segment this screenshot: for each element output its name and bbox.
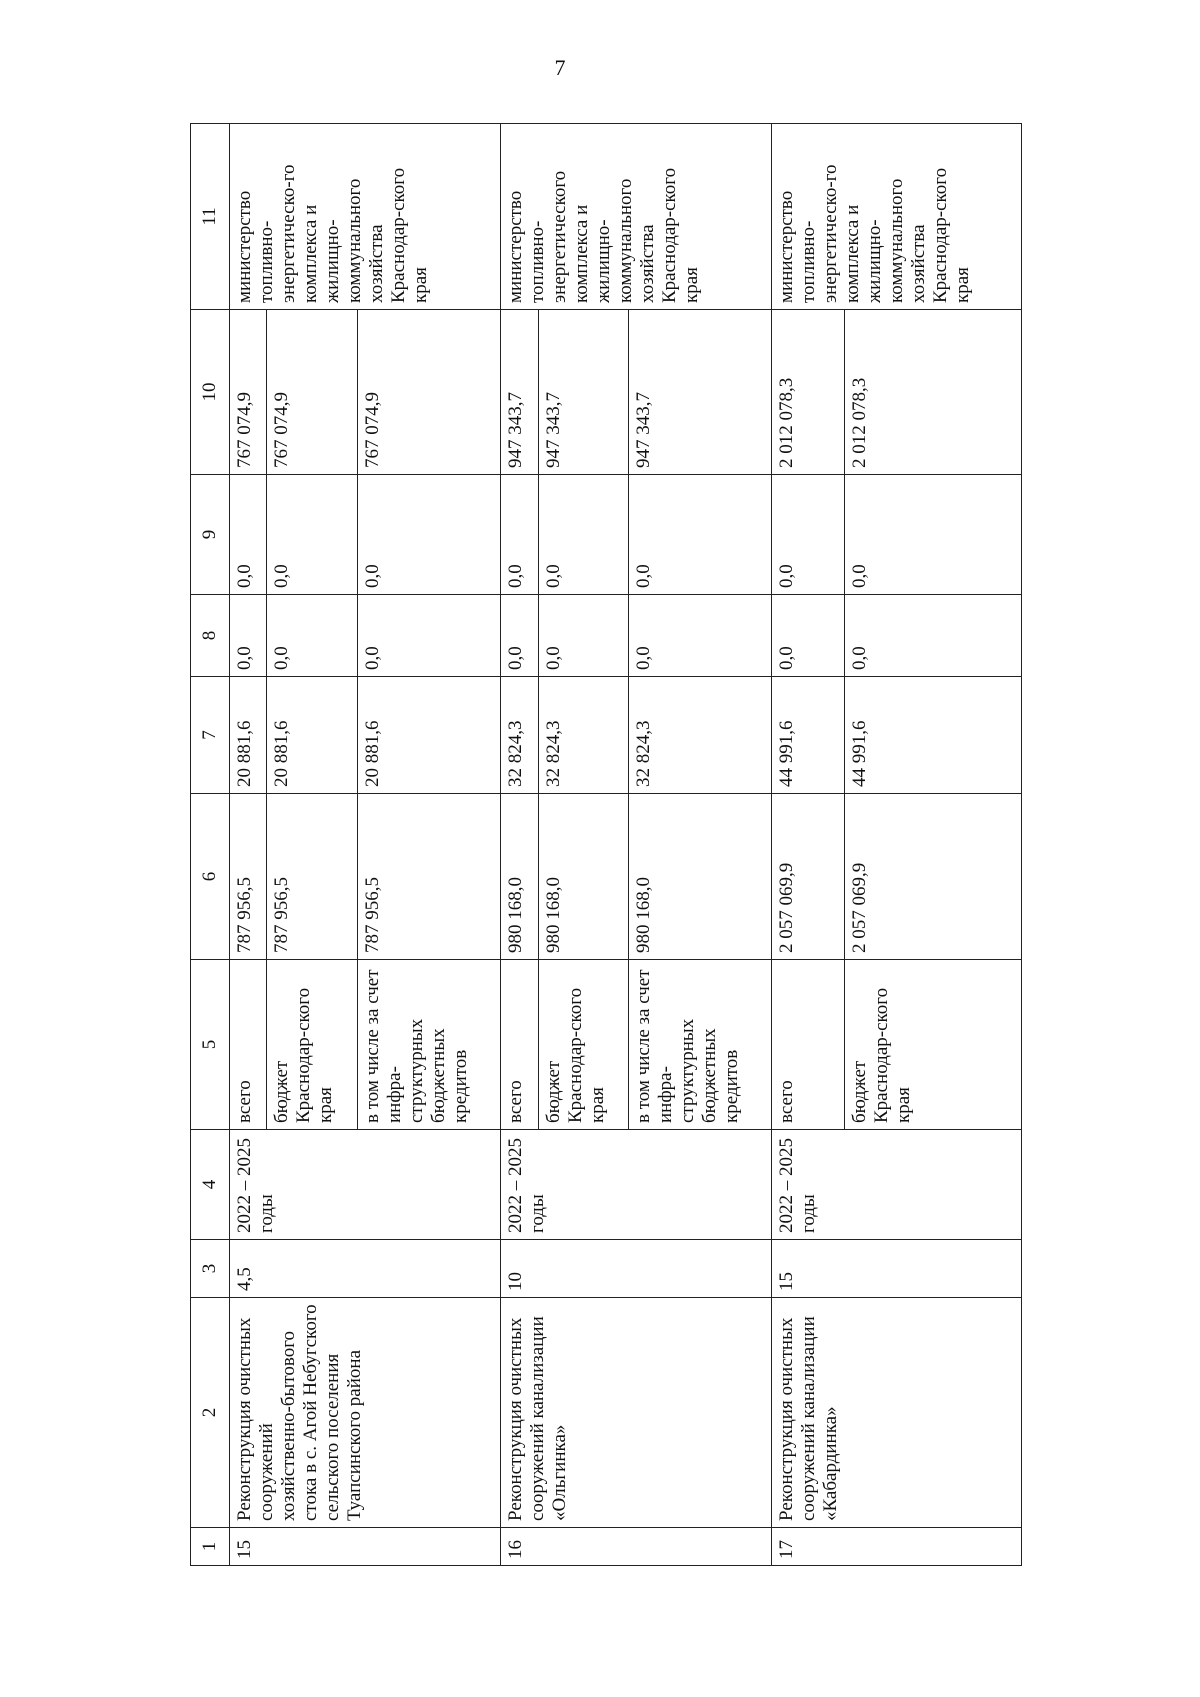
value-col8: 0,0 (501, 595, 538, 677)
object-name: Реконструкция очистных сооружений канализации «Кабардинка» (772, 1298, 1022, 1528)
header-col-5: 5 (191, 960, 230, 1130)
value-col8: 0,0 (628, 595, 771, 677)
value-col8: 0,0 (267, 595, 357, 677)
responsible-agency: министерство топливно-энергетическо-го комплекса и жилищно-коммунального хозяйства Краснодар-ского края (772, 124, 1022, 310)
period: 2022 – 2025 годы (772, 1130, 1022, 1240)
funding-source: в том числе за счет инфра-структурных бюджетных кредитов (628, 960, 771, 1130)
capacity: 15 (772, 1240, 1022, 1298)
value-total: 787 956,5 (357, 794, 500, 960)
value-col9: 0,0 (845, 475, 1022, 595)
funding-source: в том числе за счет инфра-структурных бюджетных кредитов (357, 960, 500, 1130)
header-row (191, 124, 230, 1566)
value-col8: 0,0 (538, 595, 628, 677)
value-total: 2 057 069,9 (845, 794, 1022, 960)
program-table (190, 123, 1022, 1566)
value-col7: 20 881,6 (267, 677, 357, 794)
header-col-11: 11 (191, 124, 230, 310)
funding-source: бюджет Краснодар-ского края (538, 960, 628, 1130)
period: 2022 – 2025 годы (230, 1130, 501, 1240)
header-col-10: 10 (191, 310, 230, 475)
value-col10: 767 074,9 (267, 310, 357, 475)
value-col7: 44 991,6 (845, 677, 1022, 794)
value-col7: 20 881,6 (230, 677, 267, 794)
table-row (230, 124, 267, 1566)
value-col9: 0,0 (267, 475, 357, 595)
header-col-1: 1 (191, 1528, 230, 1566)
header-col-6: 6 (191, 794, 230, 960)
funding-source: бюджет Краснодар-ского края (845, 960, 1022, 1130)
funding-source: бюджет Краснодар-ского края (267, 960, 357, 1130)
value-col9: 0,0 (501, 475, 538, 595)
row-number: 17 (772, 1528, 1022, 1566)
header-col-2: 2 (191, 1298, 230, 1528)
header-col-8: 8 (191, 595, 230, 677)
value-col7: 32 824,3 (501, 677, 538, 794)
table-row (501, 124, 538, 1566)
value-col9: 0,0 (772, 475, 845, 595)
value-col7: 20 881,6 (357, 677, 500, 794)
value-col10: 2 012 078,3 (845, 310, 1022, 475)
header-col-7: 7 (191, 677, 230, 794)
funding-source: всего (772, 960, 845, 1130)
value-total: 980 168,0 (538, 794, 628, 960)
capacity: 4,5 (230, 1240, 501, 1298)
value-col10: 2 012 078,3 (772, 310, 845, 475)
value-total: 2 057 069,9 (772, 794, 845, 960)
responsible-agency: министерство топливно-энергетического комплекса и жилищно-коммунального хозяйства Краснодар-ского края (501, 124, 772, 310)
header-col-3: 3 (191, 1240, 230, 1298)
value-total: 787 956,5 (267, 794, 357, 960)
value-col9: 0,0 (230, 475, 267, 595)
object-name: Реконструкция очистных сооружений канализации «Ольгинка» (501, 1298, 772, 1528)
funding-source: всего (230, 960, 267, 1130)
value-total: 980 168,0 (501, 794, 538, 960)
capacity: 10 (501, 1240, 772, 1298)
header-col-4: 4 (191, 1130, 230, 1240)
object-name: Реконструкция очистных сооружений хозяйственно-бытового стока в с. Агой Небугского сельского поселения Туапсинского района (230, 1298, 501, 1528)
value-col10: 767 074,9 (230, 310, 267, 475)
value-col8: 0,0 (772, 595, 845, 677)
value-col10: 947 343,7 (628, 310, 771, 475)
row-number: 15 (230, 1528, 501, 1566)
rotated-table-wrapper (190, 124, 1022, 1566)
value-col8: 0,0 (845, 595, 1022, 677)
header-col-9: 9 (191, 475, 230, 595)
value-col10: 947 343,7 (501, 310, 538, 475)
funding-source: всего (501, 960, 538, 1130)
value-col9: 0,0 (538, 475, 628, 595)
period: 2022 – 2025 годы (501, 1130, 772, 1240)
value-col10: 947 343,7 (538, 310, 628, 475)
value-col7: 44 991,6 (772, 677, 845, 794)
value-col9: 0,0 (628, 475, 771, 595)
value-col9: 0,0 (357, 475, 500, 595)
value-total: 787 956,5 (230, 794, 267, 960)
table-row (772, 124, 845, 1566)
responsible-agency: министерство топливно-энергетическо-го комплекса и жилищно-коммунального хозяйства Краснодар-ского края (230, 124, 501, 310)
value-col7: 32 824,3 (628, 677, 771, 794)
value-col8: 0,0 (230, 595, 267, 677)
value-col10: 767 074,9 (357, 310, 500, 475)
value-col7: 32 824,3 (538, 677, 628, 794)
row-number: 16 (501, 1528, 772, 1566)
value-col8: 0,0 (357, 595, 500, 677)
page-number: 7 (554, 55, 566, 80)
value-total: 980 168,0 (628, 794, 771, 960)
